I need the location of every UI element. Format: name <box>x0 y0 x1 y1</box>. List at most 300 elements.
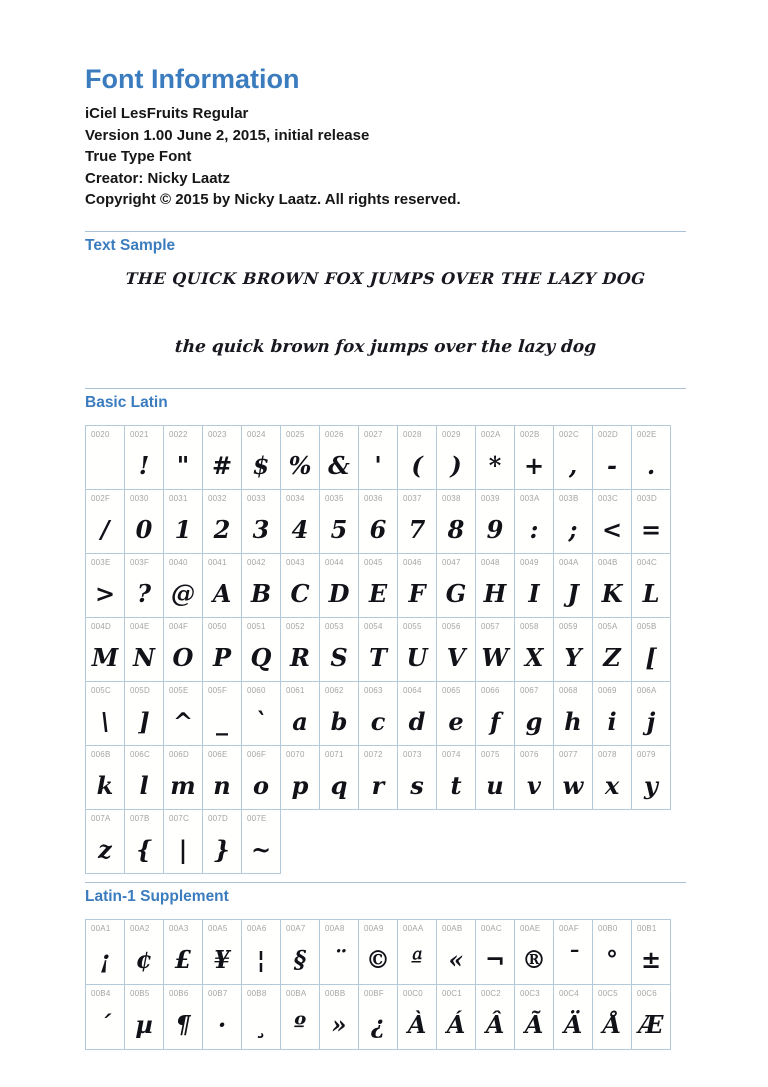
glyph: » <box>331 1010 347 1039</box>
glyph: d <box>408 706 426 736</box>
codepoint-label: 00A6 <box>247 923 267 933</box>
glyph-cell <box>319 489 359 554</box>
glyph-cell <box>319 617 359 682</box>
glyph-cell <box>358 617 398 682</box>
codepoint-label: 0022 <box>169 429 188 439</box>
glyph-cell <box>163 489 203 554</box>
codepoint-label: 0061 <box>286 685 305 695</box>
glyph: x <box>604 770 620 800</box>
glyph-cell <box>163 984 203 1050</box>
codepoint-label: 002F <box>91 493 111 503</box>
codepoint-label: 0072 <box>364 749 383 759</box>
glyph: K <box>601 578 623 608</box>
glyph: ° <box>606 945 618 974</box>
codepoint-label: 0038 <box>442 493 461 503</box>
codepoint-label: 00A3 <box>169 923 189 933</box>
codepoint-label: 0036 <box>364 493 383 503</box>
basic-latin-heading: Basic Latin <box>85 393 168 411</box>
glyph: ª <box>411 945 423 974</box>
codepoint-label: 002B <box>520 429 540 439</box>
glyph-cell <box>280 681 320 746</box>
glyph-row <box>85 553 686 618</box>
codepoint-label: 004D <box>91 621 111 631</box>
glyph-cell <box>358 745 398 810</box>
glyph: " <box>176 450 190 480</box>
glyph-cell <box>475 919 515 985</box>
glyph-cell <box>241 681 281 746</box>
glyph: / <box>100 514 110 544</box>
glyph: S <box>330 642 348 672</box>
glyph: Æ <box>638 1010 664 1039</box>
codepoint-label: 0058 <box>520 621 539 631</box>
font-info-block <box>85 103 686 211</box>
glyph: D <box>328 578 350 608</box>
glyph-cell <box>280 617 320 682</box>
glyph-cell <box>85 809 125 874</box>
glyph-cell <box>631 919 671 985</box>
glyph-cell <box>592 681 632 746</box>
glyph-cell <box>475 681 515 746</box>
glyph: 1 <box>174 514 192 544</box>
glyph-cell <box>592 745 632 810</box>
glyph: | <box>178 834 188 864</box>
glyph: J <box>567 578 579 608</box>
glyph: g <box>525 706 543 736</box>
glyph-cell <box>85 553 125 618</box>
glyph-cell <box>475 984 515 1050</box>
codepoint-label: 00B0 <box>598 923 618 933</box>
codepoint-label: 00AC <box>481 923 502 933</box>
glyph: F <box>408 578 426 608</box>
glyph: µ <box>135 1010 153 1039</box>
glyph-cell <box>397 984 437 1050</box>
glyph: G <box>445 578 467 608</box>
glyph: · <box>217 1010 227 1039</box>
latin1-supplement-heading: Latin-1 Supplement <box>85 887 229 905</box>
glyph-cell <box>124 617 164 682</box>
glyph: T <box>369 642 387 672</box>
glyph-cell <box>553 425 593 490</box>
glyph-cell <box>280 984 320 1050</box>
glyph: B <box>250 578 272 608</box>
glyph-cell <box>280 425 320 490</box>
glyph-cell <box>553 745 593 810</box>
glyph-cell <box>397 617 437 682</box>
glyph-row <box>85 489 686 554</box>
glyph: I <box>528 578 540 608</box>
glyph-cell <box>85 745 125 810</box>
glyph: X <box>524 642 544 672</box>
page-title: Font Information <box>85 64 300 94</box>
glyph: ~ <box>250 834 272 864</box>
glyph-cell <box>319 425 359 490</box>
glyph-cell <box>358 919 398 985</box>
latin1-supplement-table <box>85 919 686 1050</box>
glyph-cell <box>163 617 203 682</box>
codepoint-label: 0073 <box>403 749 422 759</box>
glyph-cell <box>241 919 281 985</box>
codepoint-label: 0028 <box>403 429 422 439</box>
glyph: º <box>294 1010 306 1039</box>
glyph-cell <box>514 919 554 985</box>
codepoint-label: 00B4 <box>91 988 111 998</box>
font-version: Version 1.00 June 2, 2015, initial release <box>85 126 370 144</box>
glyph-row <box>85 617 686 682</box>
glyph-cell <box>202 681 242 746</box>
glyph-cell <box>592 919 632 985</box>
glyph: ; <box>568 514 578 544</box>
codepoint-label: 005E <box>169 685 189 695</box>
glyph-cell <box>475 617 515 682</box>
sample-uppercase: THE QUICK BROWN FOX JUMPS OVER THE LAZY DOG <box>124 268 647 288</box>
glyph: $ <box>252 450 270 480</box>
codepoint-label: 0026 <box>325 429 344 439</box>
glyph-cell <box>202 617 242 682</box>
glyph: ) <box>450 450 462 480</box>
glyph: ¶ <box>175 1010 191 1039</box>
glyph-cell <box>241 489 281 554</box>
glyph-cell <box>631 681 671 746</box>
codepoint-label: 0078 <box>598 749 617 759</box>
glyph: . <box>646 450 656 480</box>
codepoint-label: 003F <box>130 557 150 567</box>
glyph: p <box>291 770 309 800</box>
glyph-cell <box>124 919 164 985</box>
codepoint-label: 0059 <box>559 621 578 631</box>
glyph: w <box>562 770 584 800</box>
glyph: l <box>139 770 149 800</box>
glyph-cell <box>436 553 476 618</box>
codepoint-label: 006D <box>169 749 189 759</box>
glyph-cell <box>319 984 359 1050</box>
codepoint-label: 00B1 <box>637 923 657 933</box>
glyph: Q <box>250 642 272 672</box>
glyph-cell <box>124 425 164 490</box>
codepoint-label: 0071 <box>325 749 344 759</box>
codepoint-label: 0044 <box>325 557 344 567</box>
glyph-cell <box>202 984 242 1050</box>
glyph-cell <box>85 681 125 746</box>
glyph: L <box>642 578 660 608</box>
glyph: A <box>212 578 232 608</box>
glyph: q <box>330 770 348 800</box>
glyph-cell <box>436 984 476 1050</box>
codepoint-label: 0031 <box>169 493 188 503</box>
glyph: ? <box>136 578 152 608</box>
codepoint-label: 0075 <box>481 749 500 759</box>
codepoint-label: 0047 <box>442 557 461 567</box>
glyph-cell <box>436 681 476 746</box>
font-creator: Creator: Nicky Laatz <box>85 169 231 187</box>
section-divider <box>85 231 686 232</box>
glyph-cell <box>514 425 554 490</box>
glyph-cell <box>241 809 281 874</box>
glyph: # <box>211 450 233 480</box>
glyph-cell <box>124 489 164 554</box>
glyph: 7 <box>408 514 426 544</box>
codepoint-label: 0030 <box>130 493 149 503</box>
glyph-cell <box>397 489 437 554</box>
glyph-cell <box>85 984 125 1050</box>
codepoint-label: 005A <box>598 621 618 631</box>
glyph: r <box>371 770 385 800</box>
codepoint-label: 004A <box>559 557 579 567</box>
codepoint-label: 0046 <box>403 557 422 567</box>
glyph: n <box>213 770 231 800</box>
glyph: m <box>170 770 196 800</box>
glyph: ( <box>411 450 423 480</box>
glyph-row <box>85 425 686 490</box>
codepoint-label: 0062 <box>325 685 344 695</box>
codepoint-label: 00B7 <box>208 988 228 998</box>
glyph-cell <box>163 553 203 618</box>
glyph: { <box>136 834 152 864</box>
glyph: * <box>488 450 502 480</box>
codepoint-label: 006E <box>208 749 228 759</box>
glyph: C <box>290 578 310 608</box>
glyph-cell <box>475 425 515 490</box>
glyph-cell <box>124 553 164 618</box>
glyph: 0 <box>135 514 153 544</box>
glyph-cell <box>280 489 320 554</box>
codepoint-label: 0035 <box>325 493 344 503</box>
codepoint-label: 0052 <box>286 621 305 631</box>
glyph-cell <box>514 681 554 746</box>
glyph-cell <box>124 984 164 1050</box>
glyph: Â <box>485 1010 505 1039</box>
glyph: j <box>646 706 656 736</box>
codepoint-label: 00C3 <box>520 988 540 998</box>
codepoint-label: 0037 <box>403 493 422 503</box>
codepoint-label: 00A9 <box>364 923 384 933</box>
codepoint-label: 0055 <box>403 621 422 631</box>
glyph: 8 <box>447 514 465 544</box>
glyph: Y <box>564 642 582 672</box>
codepoint-label: 006F <box>247 749 267 759</box>
codepoint-label: 002A <box>481 429 501 439</box>
codepoint-label: 007A <box>91 813 111 823</box>
glyph: 2 <box>213 514 231 544</box>
glyph: t <box>450 770 462 800</box>
glyph: E <box>368 578 388 608</box>
glyph: b <box>330 706 348 736</box>
glyph: 6 <box>369 514 387 544</box>
codepoint-label: 003A <box>520 493 540 503</box>
glyph-cell <box>163 745 203 810</box>
glyph: a <box>292 706 308 736</box>
glyph-cell <box>553 919 593 985</box>
glyph <box>86 442 124 489</box>
codepoint-label: 0034 <box>286 493 305 503</box>
glyph-cell <box>397 425 437 490</box>
glyph: - <box>607 450 617 480</box>
codepoint-label: 0041 <box>208 557 227 567</box>
section-divider <box>85 882 686 883</box>
glyph-cell <box>436 617 476 682</box>
glyph: & <box>328 450 350 480</box>
glyph: ` <box>255 706 267 736</box>
codepoint-label: 0025 <box>286 429 305 439</box>
codepoint-label: 0051 <box>247 621 266 631</box>
glyph-cell <box>163 919 203 985</box>
glyph: W <box>481 642 509 672</box>
glyph-cell <box>241 617 281 682</box>
codepoint-label: 0024 <box>247 429 266 439</box>
glyph-cell <box>397 919 437 985</box>
codepoint-label: 003D <box>637 493 657 503</box>
codepoint-label: 00A5 <box>208 923 228 933</box>
glyph-cell <box>202 425 242 490</box>
glyph: O <box>172 642 194 672</box>
codepoint-label: 0069 <box>598 685 617 695</box>
codepoint-label: 00BB <box>325 988 346 998</box>
codepoint-label: 007E <box>247 813 267 823</box>
codepoint-label: 00AA <box>403 923 424 933</box>
text-sample-heading: Text Sample <box>85 236 176 254</box>
codepoint-label: 0039 <box>481 493 500 503</box>
glyph: , <box>568 450 578 480</box>
glyph-cell <box>124 745 164 810</box>
glyph: + <box>523 450 545 480</box>
font-name: iCiel LesFruits Regular <box>85 105 249 122</box>
glyph-cell <box>319 745 359 810</box>
glyph-cell <box>397 681 437 746</box>
glyph: h <box>564 706 582 736</box>
glyph-cell <box>280 919 320 985</box>
glyph-row <box>85 681 686 746</box>
glyph: s <box>410 770 424 800</box>
glyph-cell <box>475 745 515 810</box>
glyph: £ <box>174 945 192 974</box>
glyph-cell <box>358 681 398 746</box>
glyph: ¢ <box>135 945 153 974</box>
codepoint-label: 00C6 <box>637 988 657 998</box>
glyph: R <box>290 642 310 672</box>
glyph-cell <box>163 809 203 874</box>
glyph-cell <box>241 745 281 810</box>
codepoint-label: 0054 <box>364 621 383 631</box>
glyph: 9 <box>486 514 504 544</box>
glyph-cell <box>475 489 515 554</box>
glyph: c <box>370 706 386 736</box>
glyph: f <box>489 706 501 736</box>
glyph-cell <box>553 553 593 618</box>
codepoint-label: 00A8 <box>325 923 345 933</box>
glyph-cell <box>514 984 554 1050</box>
glyph: Á <box>446 1010 466 1039</box>
glyph-cell <box>631 489 671 554</box>
glyph: À <box>407 1010 427 1039</box>
codepoint-label: 005B <box>637 621 657 631</box>
basic-latin-table <box>85 425 686 874</box>
codepoint-label: 006B <box>91 749 111 759</box>
glyph-cell <box>85 425 125 490</box>
codepoint-label: 0050 <box>208 621 227 631</box>
glyph: [ <box>645 642 657 672</box>
codepoint-label: 00C2 <box>481 988 501 998</box>
glyph: ¸ <box>255 1010 267 1039</box>
codepoint-label: 0023 <box>208 429 227 439</box>
codepoint-label: 003E <box>91 557 111 567</box>
glyph-cell <box>358 489 398 554</box>
glyph: 5 <box>330 514 348 544</box>
codepoint-label: 00AE <box>520 923 541 933</box>
codepoint-label: 0074 <box>442 749 461 759</box>
section-divider <box>85 388 686 389</box>
codepoint-label: 006A <box>637 685 657 695</box>
glyph-cell <box>397 745 437 810</box>
glyph-cell <box>319 681 359 746</box>
codepoint-label: 0048 <box>481 557 500 567</box>
codepoint-label: 00B8 <box>247 988 267 998</box>
glyph: y <box>644 770 658 800</box>
glyph-cell <box>280 745 320 810</box>
glyph-cell <box>553 681 593 746</box>
glyph-cell <box>553 617 593 682</box>
glyph-cell <box>241 984 281 1050</box>
glyph: > <box>94 578 116 608</box>
glyph: i <box>607 706 617 736</box>
glyph: ¨ <box>333 945 345 974</box>
glyph: ¬ <box>484 945 506 974</box>
glyph-cell <box>553 489 593 554</box>
glyph-cell <box>358 984 398 1050</box>
glyph: : <box>529 514 539 544</box>
glyph-cell <box>85 617 125 682</box>
glyph: ± <box>640 945 662 974</box>
glyph-cell <box>631 617 671 682</box>
glyph: v <box>527 770 541 800</box>
codepoint-label: 002D <box>598 429 618 439</box>
codepoint-label: 006C <box>130 749 150 759</box>
glyph-cell <box>241 425 281 490</box>
codepoint-label: 0032 <box>208 493 227 503</box>
glyph-row <box>85 919 686 985</box>
glyph-cell <box>124 681 164 746</box>
glyph: @ <box>171 578 195 608</box>
glyph-cell <box>514 489 554 554</box>
glyph: ´ <box>99 1010 111 1039</box>
codepoint-label: 0064 <box>403 685 422 695</box>
glyph: « <box>448 945 464 974</box>
codepoint-label: 003B <box>559 493 579 503</box>
glyph-cell <box>592 425 632 490</box>
glyph-cell <box>202 489 242 554</box>
glyph-cell <box>85 919 125 985</box>
codepoint-label: 004E <box>130 621 150 631</box>
codepoint-label: 0065 <box>442 685 461 695</box>
glyph-cell <box>124 809 164 874</box>
glyph-cell <box>163 425 203 490</box>
glyph-cell <box>436 489 476 554</box>
codepoint-label: 00C4 <box>559 988 579 998</box>
codepoint-label: 007C <box>169 813 189 823</box>
glyph: ¥ <box>213 945 231 974</box>
glyph-cell <box>631 745 671 810</box>
sample-lowercase: the quick brown fox jumps over the lazy dog <box>174 336 597 357</box>
glyph: \ <box>100 706 110 736</box>
glyph-cell <box>241 553 281 618</box>
glyph-cell <box>631 984 671 1050</box>
codepoint-label: 0053 <box>325 621 344 631</box>
glyph: © <box>366 945 390 974</box>
glyph: V <box>446 642 466 672</box>
glyph-cell <box>592 489 632 554</box>
codepoint-label: 004B <box>598 557 618 567</box>
glyph: Å <box>602 1010 622 1039</box>
glyph-cell <box>397 553 437 618</box>
glyph-cell <box>280 553 320 618</box>
